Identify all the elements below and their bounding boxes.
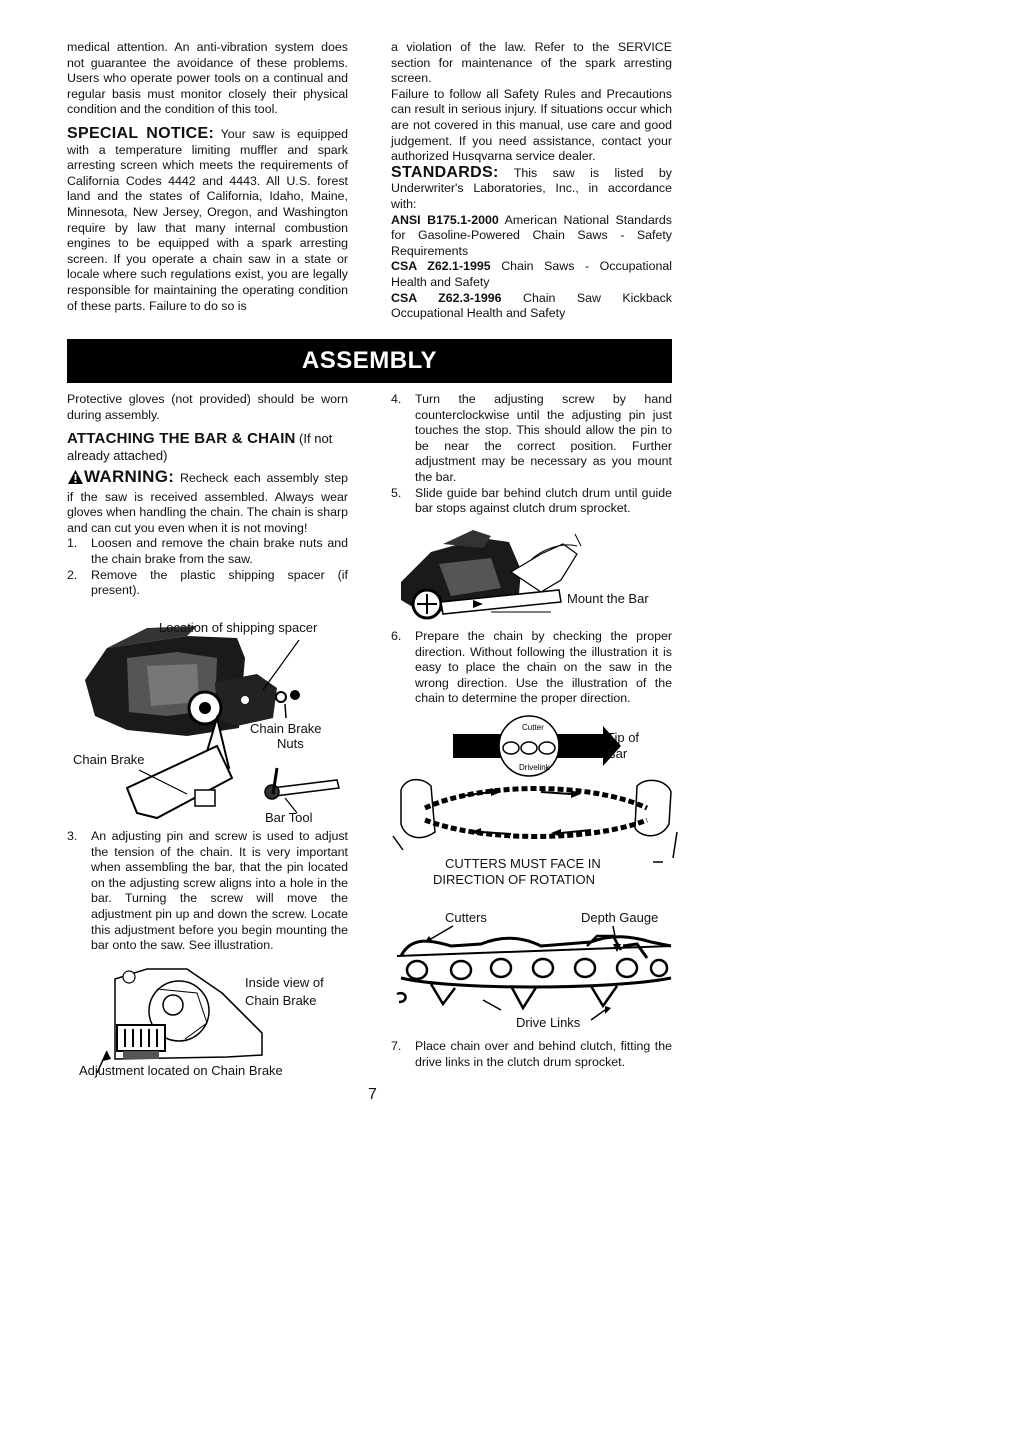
assembly-banner: ASSEMBLY — [67, 339, 672, 383]
step-text: Loosen and remove the chain brake nuts and the chain brake from the saw. — [91, 536, 348, 566]
warning-block — [67, 469, 348, 599]
paragraph-violation: a violation of the law. Refer to the SERVICE section for maintenance of the spark arresting screen. — [391, 40, 672, 86]
label-inside-view-1: Inside view of — [245, 975, 324, 990]
step-number: 5. — [391, 485, 402, 500]
label-bar: Bar — [607, 746, 628, 761]
steps-1-2 — [67, 536, 348, 598]
step-3-list — [67, 829, 348, 954]
top-left-column — [67, 40, 348, 314]
step-6-list — [391, 629, 672, 707]
cutter-text: Cutter — [522, 723, 544, 732]
label-inside-view-2: Chain Brake — [245, 993, 317, 1008]
warning-text: Recheck each assembly step if the saw is received assembled. Always wear gloves when handling the chain. The chain is sharp and can cut you even when it is not moving! — [67, 471, 348, 535]
step-text: Place chain over and behind clutch, fitting the drive links in the clutch drum sprocket. — [415, 1039, 672, 1069]
drivelink-text: Drivelink — [519, 763, 550, 772]
label-mount-bar: Mount the Bar — [567, 591, 649, 606]
std-csa1-code: CSA Z62.1-1995 — [391, 259, 491, 274]
attaching-heading: ATTACHING THE BAR & CHAIN — [67, 430, 296, 448]
paragraph-gloves: Protective gloves (not provided) should be worn during assembly. — [67, 392, 348, 422]
paragraph-standards — [391, 165, 672, 213]
attaching-heading-block — [67, 431, 348, 464]
figure-chain-direction — [391, 712, 681, 892]
step-number: 7. — [391, 1039, 402, 1053]
step-number: 3. — [67, 829, 78, 843]
steps-4-5-list — [391, 392, 672, 517]
steps-4-5-block — [391, 392, 672, 517]
step-6-block — [391, 629, 672, 707]
figure-mount-bar — [391, 530, 681, 630]
warning-triangle-icon — [67, 469, 84, 490]
label-chain-brake-nuts-2: Nuts — [277, 736, 304, 751]
step-number: 6. — [391, 629, 402, 643]
list-item — [67, 568, 348, 599]
label-shipping-spacer: Location of shipping spacer — [159, 620, 318, 635]
step-text: Remove the plastic shipping spacer (if present). — [91, 567, 348, 598]
assembly-intro — [67, 392, 348, 464]
list-item — [67, 536, 348, 567]
paragraph-warning — [67, 469, 348, 536]
label-adjustment-location: Adjustment located on Chain Brake — [79, 1063, 283, 1078]
standards-heading: STANDARDS: — [391, 163, 499, 181]
label-cutters-must-face: CUTTERS MUST FACE IN — [445, 856, 601, 871]
step-text: An adjusting pin and screw is used to adjust the tension of the chain. It is very important when assembling the bar, that the pin located on the adjusting screw aligns into a hole in the bar. Turning the screw will move the adjustment pin up and down the screw. Locate this adjustment before you begin mounting the bar onto the saw. See illustration. — [91, 829, 348, 953]
label-depth-gauge: Depth Gauge — [581, 910, 659, 925]
step-7-block — [391, 1039, 672, 1070]
label-drive-links: Drive Links — [516, 1015, 581, 1030]
list-item — [391, 486, 672, 517]
mount-bar-illustration — [391, 530, 681, 630]
list-item — [67, 829, 348, 954]
paragraph-special-notice — [67, 126, 348, 314]
step-number: 2. — [67, 567, 78, 582]
list-item — [391, 392, 672, 486]
paragraph-failure: Failure to follow all Safety Rules and Precautions can result in serious injury. If situations occur which are not covered in this manual, use care and good judgement. If you need assistance, contact your authorized Husqvarna service dealer. — [391, 86, 672, 164]
label-direction-of-rotation: DIRECTION OF ROTATION — [433, 872, 596, 887]
figure-shipping-spacer — [67, 618, 357, 830]
step-number: 1. — [67, 536, 78, 551]
std-csa1-text: Chain Saws - Occupational Health and Safety — [391, 259, 672, 289]
warning-heading: WARNING: — [84, 467, 175, 486]
step-number: 4. — [391, 392, 402, 406]
step-text: Turn the adjusting screw by hand counterclockwise until the adjusting pin just touches the stop. This should allow the pin to be near the correct position. Further adjustment may be necessary as you mount the bar. — [415, 392, 672, 484]
attaching-subheading: (If not already attached) — [67, 431, 333, 463]
figure-inside-view — [67, 963, 357, 1083]
top-right-column — [391, 40, 672, 322]
step-7-list — [391, 1039, 672, 1070]
step-3-block — [67, 829, 348, 954]
paragraph-medical: medical attention. An anti-vibration system does not guarantee the avoidance of these problems. Users who operate power tools on a continual and regular basis must monitor closely their physical condition and the condition of this tool. — [67, 40, 348, 117]
figure-chain-parts — [391, 906, 681, 1034]
std-csa3-text: Chain Saw Kickback Occupational Health and Safety — [391, 290, 672, 321]
label-chain-brake-nuts-1: Chain Brake — [250, 721, 322, 736]
page-number: 7 — [368, 1086, 377, 1103]
list-item — [391, 629, 672, 707]
label-tip-of: Tip of — [607, 730, 640, 745]
label-chain-brake: Chain Brake — [73, 752, 145, 767]
standards-text: This saw is listed by Underwriter's Laboratories, Inc., in accordance with: — [391, 165, 672, 211]
list-item — [391, 1039, 672, 1070]
special-notice-text: Your saw is equipped with a temperature limiting muffler and spark arresting screen which meets the requirements of California Codes 4442 and 4443. All U.S. forest land and the states of California, Idaho, Maine, Minnesota, New Jersey, Oregon, and Washington require by law that many internal combustion engines to be equipped with a spark arresting screen. If you operate a chain saw in a state or locale where such regulations exist, you are legally responsible for maintaining the operating condition of these parts. Failure to do so is — [67, 126, 349, 313]
label-bar-tool: Bar Tool — [265, 810, 313, 825]
special-notice-heading: SPECIAL NOTICE: — [67, 124, 215, 142]
standard-ansi — [391, 213, 672, 260]
step-text: Prepare the chain by checking the proper direction. Without following the illustration it is easy to place the chain on the saw in the wrong direction. Use the illustration of the chain to determine the proper direction. — [415, 629, 672, 706]
std-ansi-code: ANSI B175.1-2000 — [391, 212, 499, 227]
label-cutters: Cutters — [445, 910, 487, 925]
standard-csa-1 — [391, 259, 672, 290]
step-text: Slide guide bar behind clutch drum until guide bar stops against clutch drum sprocket. — [415, 485, 672, 516]
std-ansi-text: American National Standards for Gasoline-Powered Chain Saws - Safety Requirements — [391, 212, 672, 258]
std-csa3-code: CSA Z62.3-1996 — [391, 290, 502, 305]
standard-csa-3 — [391, 291, 672, 322]
